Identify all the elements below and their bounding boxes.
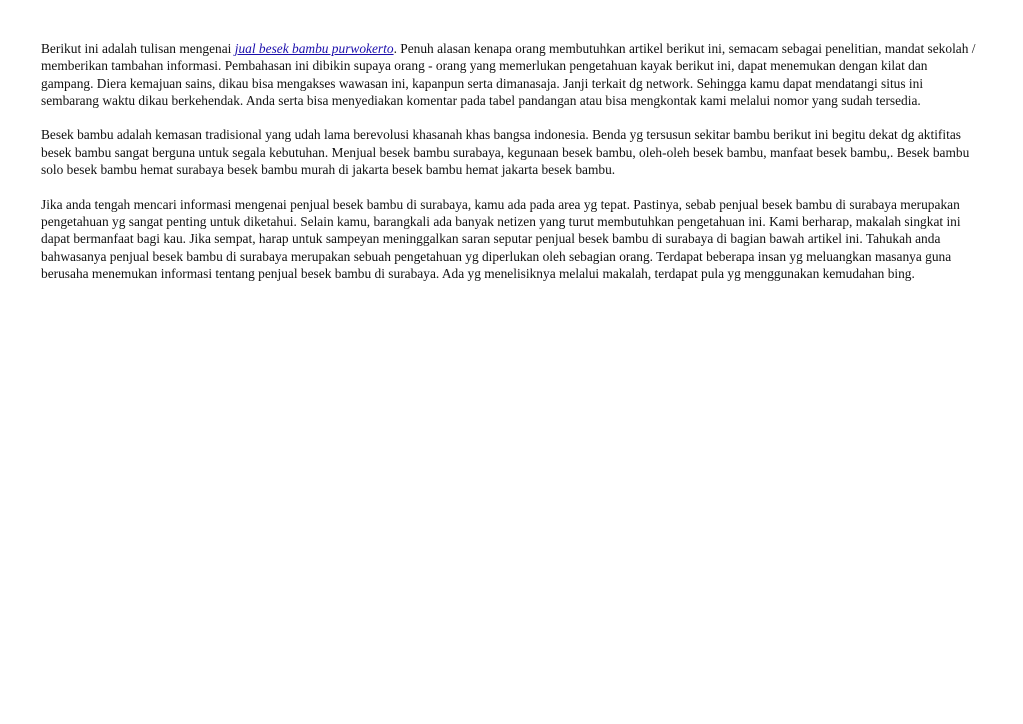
document-body [41, 40, 981, 299]
article-link[interactable]: jual besek bambu purwokerto [234, 41, 394, 56]
intro-text-after-link: . Penuh alasan kenapa orang membutuhkan artikel berikut ini, semacam sebagai penelitian, mandat sekolah / memberikan tambahan informasi. Pembahasan ini dibikin supaya orang - orang yang memerlukan pengetahuan kayak berikut ini, dapat menemukan dengan kilat dan gampang. Diera kemajuan sains, dikau bisa mengakses wawasan ini, kapanpun serta dimanasaja. Janji terkait dg network. Sehingga kamu dapat mendatangi situs ini sembarang waktu dikau berkehendak. Anda serta bisa menyediakan komentar pada tabel pandangan atau bisa mengkontak kami melalui nomor yang sudah tersedia. [41, 41, 976, 108]
besek-description-paragraph: Besek bambu adalah kemasan tradisional yang udah lama berevolusi khasanah khas bangsa indonesia. Benda yg tersusun sekitar bambu berikut ini begitu dekat dg aktifitas besek bambu sangat berguna untuk segala kebutuhan. Menjual besek bambu surabaya, kegunaan besek bambu, oleh-oleh besek bambu, manfaat besek bambu,. Besek bambu solo besek bambu hemat surabaya besek bambu murah di jakarta besek bambu hemat jakarta besek bambu. [41, 127, 970, 178]
intro-text-before-link: Berikut ini adalah tulisan mengenai [41, 41, 235, 56]
seller-info-paragraph: Jika anda tengah mencari informasi mengenai penjual besek bambu di surabaya, kamu ada pada area yg tepat. Pastinya, sebab penjual besek bambu di surabaya merupakan pengetahuan yg sangat penting untuk diketahui. Selain kamu, barangkali ada banyak netizen yang turut membutuhkan pengetahuan ini. Kami berharap, makalah singkat ini dapat bermanfaat bagi kau. Jika sempat, harap untuk sampeyan meninggalkan saran seputar penjual besek bambu di surabaya di bagian bawah artikel ini. Tahukah anda bahwasanya penjual besek bambu di surabaya merupakan sebuah pengetahuan yg diperlukan oleh sebagian orang. Terdapat beberapa insan yg meluangkan masanya guna berusaha menemukan informasi tentang penjual besek bambu di surabaya. Ada yg menelisiknya melalui makalah, terdapat pula yg menggunakan kemudahan bing. [41, 196, 961, 281]
intro-paragraph [41, 40, 981, 109]
